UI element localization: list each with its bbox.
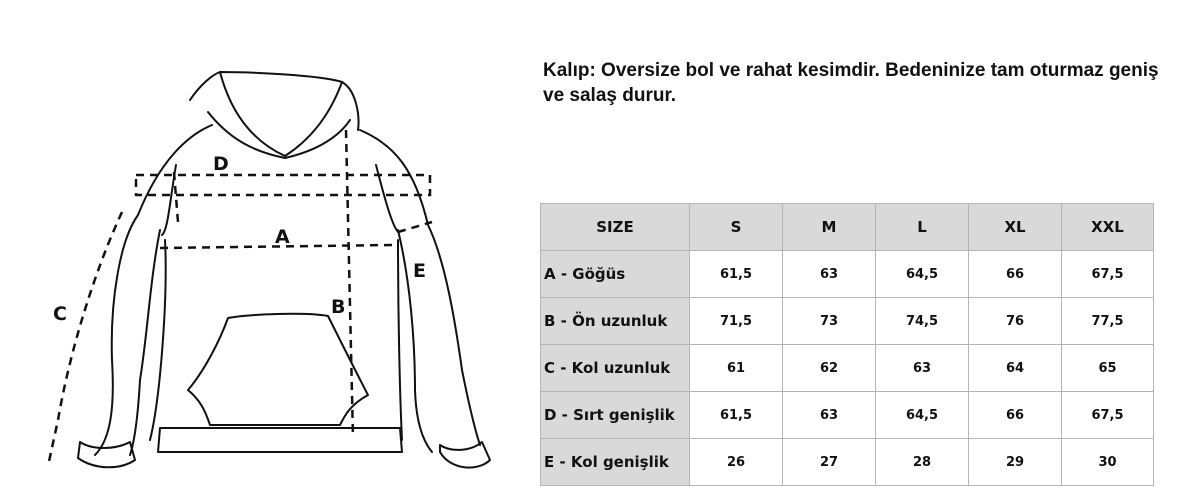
kangaroo-pocket <box>188 314 368 425</box>
header-m: M <box>783 204 876 251</box>
table-cell: 61,5 <box>690 251 783 298</box>
row-label: E - Kol genişlik <box>541 439 690 486</box>
table-row <box>541 345 1154 392</box>
table-cell: 27 <box>783 439 876 486</box>
table-cell: 77,5 <box>1062 298 1154 345</box>
table-cell: 64 <box>969 345 1062 392</box>
center-line <box>174 172 178 222</box>
label-e: E <box>413 260 426 282</box>
table-cell: 67,5 <box>1062 392 1154 439</box>
table-cell: 63 <box>783 251 876 298</box>
header-l: L <box>876 204 969 251</box>
sleeve-left-inner <box>130 230 160 455</box>
table-cell: 61,5 <box>690 392 783 439</box>
table-cell: 76 <box>969 298 1062 345</box>
table-cell: 63 <box>876 345 969 392</box>
table-row <box>541 392 1154 439</box>
hoodie-illustration <box>0 0 520 491</box>
table-cell: 64,5 <box>876 392 969 439</box>
table-cell: 66 <box>969 251 1062 298</box>
table-cell: 66 <box>969 392 1062 439</box>
size-chart-table <box>540 203 1154 486</box>
table-header-row <box>541 204 1154 251</box>
table-row <box>541 298 1154 345</box>
table-cell: 67,5 <box>1062 251 1154 298</box>
body-right-outline <box>360 130 480 445</box>
table-row <box>541 251 1154 298</box>
row-label: C - Kol uzunluk <box>541 345 690 392</box>
table-cell: 61 <box>690 345 783 392</box>
cuff-right <box>440 442 490 468</box>
label-c: C <box>53 303 67 325</box>
label-a: A <box>275 226 290 248</box>
measure-e-line <box>398 222 432 232</box>
header-xxl: XXL <box>1062 204 1154 251</box>
hood-collar <box>208 112 350 158</box>
header-size: SIZE <box>541 204 690 251</box>
table-cell: 73 <box>783 298 876 345</box>
body-bottom-right <box>398 240 402 440</box>
table-cell: 29 <box>969 439 1062 486</box>
row-label: D - Sırt genişlik <box>541 392 690 439</box>
table-cell: 74,5 <box>876 298 969 345</box>
table-cell: 64,5 <box>876 251 969 298</box>
table-cell: 71,5 <box>690 298 783 345</box>
table-cell: 26 <box>690 439 783 486</box>
table-cell: 62 <box>783 345 876 392</box>
table-cell: 65 <box>1062 345 1154 392</box>
table-cell: 28 <box>876 439 969 486</box>
header-s: S <box>690 204 783 251</box>
table-row <box>541 439 1154 486</box>
label-d: D <box>213 153 229 175</box>
hem-band <box>158 428 402 452</box>
cuff-left <box>78 442 135 467</box>
row-label: A - Göğüs <box>541 251 690 298</box>
header-xl: XL <box>969 204 1062 251</box>
label-b: B <box>331 296 346 318</box>
table-cell: 30 <box>1062 439 1154 486</box>
row-label: B - Ön uzunluk <box>541 298 690 345</box>
fit-description: Kalıp: Oversize bol ve rahat kesimdir. Bedeninize tam oturmaz geniş ve salaş durur. <box>543 60 1159 106</box>
table-cell: 63 <box>783 392 876 439</box>
measure-d-line <box>136 175 430 195</box>
body-bottom <box>150 240 166 440</box>
